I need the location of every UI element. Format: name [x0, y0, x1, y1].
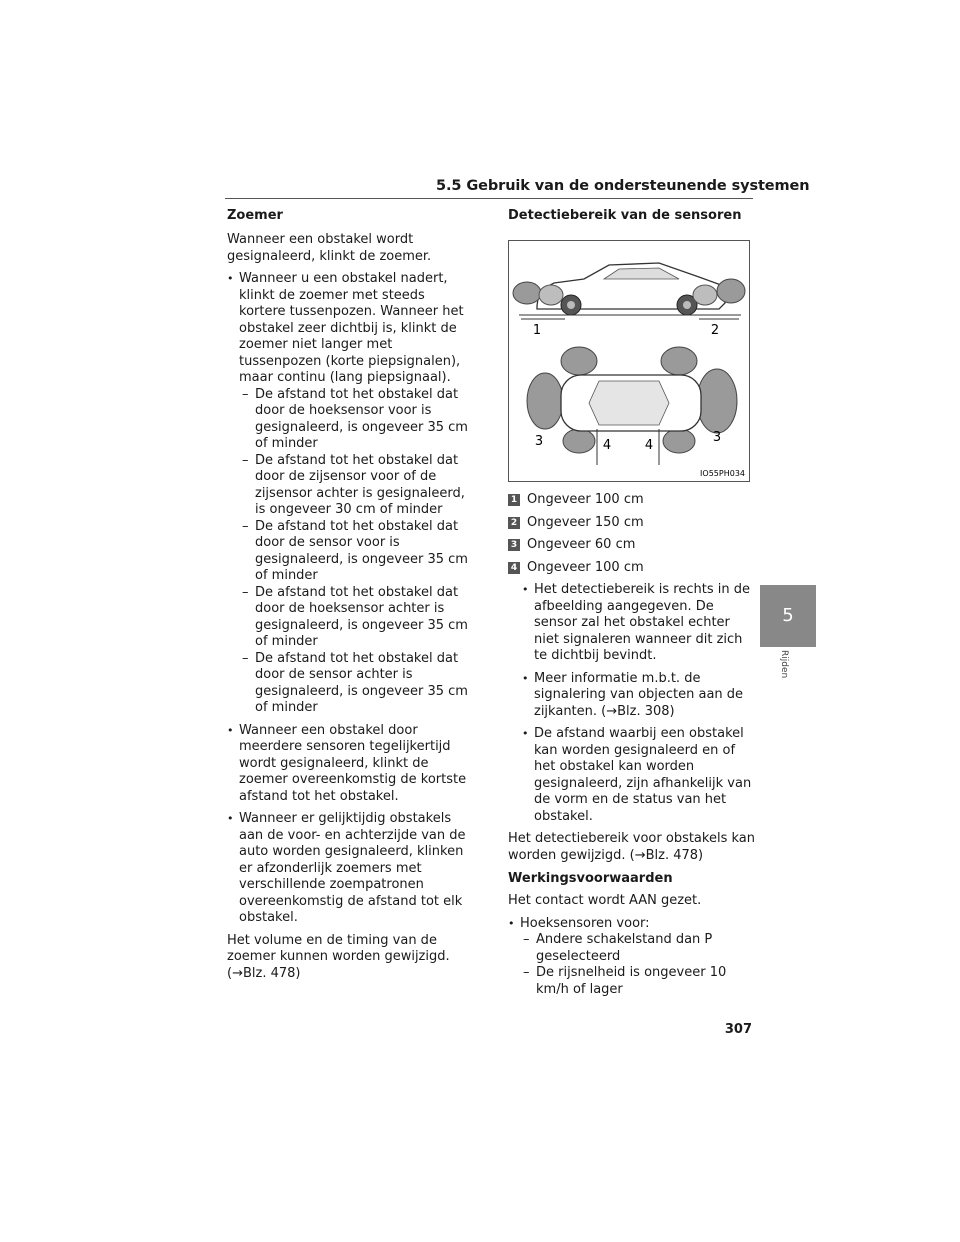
- number-badge: 4: [508, 562, 520, 574]
- note-side-detection: • Meer informatie m.b.t. de signalering van objecten aan de zijkanten. (→Blz. 308): [522, 671, 756, 721]
- dash-item: – De afstand tot het obstakel dat door de hoeksensor voor is gesignaleerd, is ongeveer 35 cm of minder: [227, 387, 472, 453]
- bullet-front-rear: • Wanneer er gelijktijdig obstakels aan de voor- en achterzijde van de auto worden gesignaleerd, klinken er afzonderlijk zoemers met verschillende zoempatronen overeenkomstig de afstand tot elk obstakel.: [227, 811, 472, 927]
- car-sensor-illustration: [509, 241, 749, 481]
- number-badge: 2: [508, 517, 520, 529]
- callout-1: [529, 321, 545, 338]
- dash-item: – Andere schakelstand dan P geselecteerd: [508, 932, 756, 965]
- range-item-1: [508, 492, 756, 509]
- right-column: [508, 207, 756, 1004]
- dash-item: – De afstand tot het obstakel dat door de hoeksensor achter is gesignaleerd, is ongeveer 35 cm of minder: [227, 585, 472, 651]
- chapter-label: [780, 650, 794, 684]
- section-header: 5.5 Gebruik van de ondersteunende systemen: [436, 178, 810, 194]
- range-item-3: [508, 537, 756, 554]
- callout-3-right: [713, 430, 721, 445]
- note-obstacle-shape: • De afstand waarbij een obstakel kan worden gesignaleerd en of het obstakel kan worden gesignaleerd, zijn afhankelijk van de vorm en de status van het obstakel.: [522, 726, 756, 825]
- detection-range-heading: Detectiebereik van de sensoren: [508, 208, 742, 223]
- range-change-note: Het detectiebereik voor obstakels kan worden gewijzigd. (→Blz. 478): [508, 831, 755, 863]
- callout-3-left: [535, 434, 543, 449]
- dash-item: – De afstand tot het obstakel dat door de zijsensor voor of de zijsensor achter is gesignaleerd, is ongeveer 30 cm of minder: [227, 453, 472, 519]
- buzzer-intro: Wanneer een obstakel wordt gesignaleerd, klinkt de zoemer.: [227, 232, 432, 264]
- top-view-car: [561, 375, 701, 431]
- page-number: 307: [724, 1022, 752, 1037]
- range-text: Ongeveer 100 cm: [527, 492, 644, 507]
- sensor-range-diagram: [508, 240, 750, 482]
- range-item-4: [508, 560, 756, 577]
- volume-note: Het volume en de timing van de zoemer kunnen worden gewijzigd. (→Blz. 478): [227, 932, 450, 981]
- callout-4-right: [645, 438, 653, 453]
- header-divider: [225, 198, 753, 199]
- callout-label-4b: 4: [644, 438, 654, 453]
- callout-label-3b: 3: [712, 430, 722, 445]
- number-badge: 3: [508, 539, 520, 551]
- dash-item: – De afstand tot het obstakel dat door de sensor voor is gesignaleerd, is ongeveer 35 cm of minder: [227, 519, 472, 585]
- callout-label-1: 1: [532, 323, 542, 338]
- bullet-multiple-sensors: • Wanneer een obstakel door meerdere sensoren tegelijkertijd wordt gesignaleerd, klinkt de zoemer overeenkomstig de kortste afstand tot het obstakel.: [227, 723, 472, 806]
- bullet-approach: [227, 271, 472, 717]
- chapter-label-text: Rijden: [779, 650, 789, 679]
- operating-conditions-heading: Werkingsvoorwaarden: [508, 871, 673, 886]
- callout-label-2: 2: [710, 323, 720, 338]
- corner-sensors-label: Hoeksensoren voor:: [520, 915, 650, 931]
- number-badge: 1: [508, 494, 520, 506]
- note-detection-range: • Het detectiebereik is rechts in de afbeelding aangegeven. De sensor zal het obstakel echter niet signaleren wanneer dit zich te dichtbij bevindt.: [522, 582, 756, 665]
- ignition-note: Het contact wordt AAN gezet.: [508, 893, 702, 908]
- dash-item: – De afstand tot het obstakel dat door de sensor achter is gesignaleerd, is ongeveer 35 cm of minder: [227, 651, 472, 717]
- bullet-corner-sensors: [508, 916, 756, 999]
- callout-4-left: [603, 438, 611, 453]
- figure-code: IO55PH034: [700, 469, 745, 478]
- range-text: Ongeveer 150 cm: [527, 514, 644, 530]
- callout-label-4: 4: [602, 438, 612, 453]
- range-item-2: [508, 515, 756, 532]
- chapter-tab: 5: [760, 585, 816, 647]
- callout-label-3: 3: [534, 434, 544, 449]
- bullet-approach-text: Wanneer u een obstakel nadert, klinkt de zoemer met steeds kortere tussenpozen. Wanneer het obstakel zeer dichtbij is, klinkt de zoemer niet langer met tussenpozen (korte piepsignalen), maar continu (lang piepsignaal).: [239, 271, 464, 385]
- callout-2: [707, 321, 723, 338]
- left-column: [227, 207, 472, 988]
- range-text: Ongeveer 100 cm: [527, 559, 644, 575]
- range-text: Ongeveer 60 cm: [527, 537, 636, 552]
- buzzer-heading: Zoemer: [227, 208, 283, 223]
- dash-item: – De rijsnelheid is ongeveer 10 km/h of lager: [508, 965, 756, 998]
